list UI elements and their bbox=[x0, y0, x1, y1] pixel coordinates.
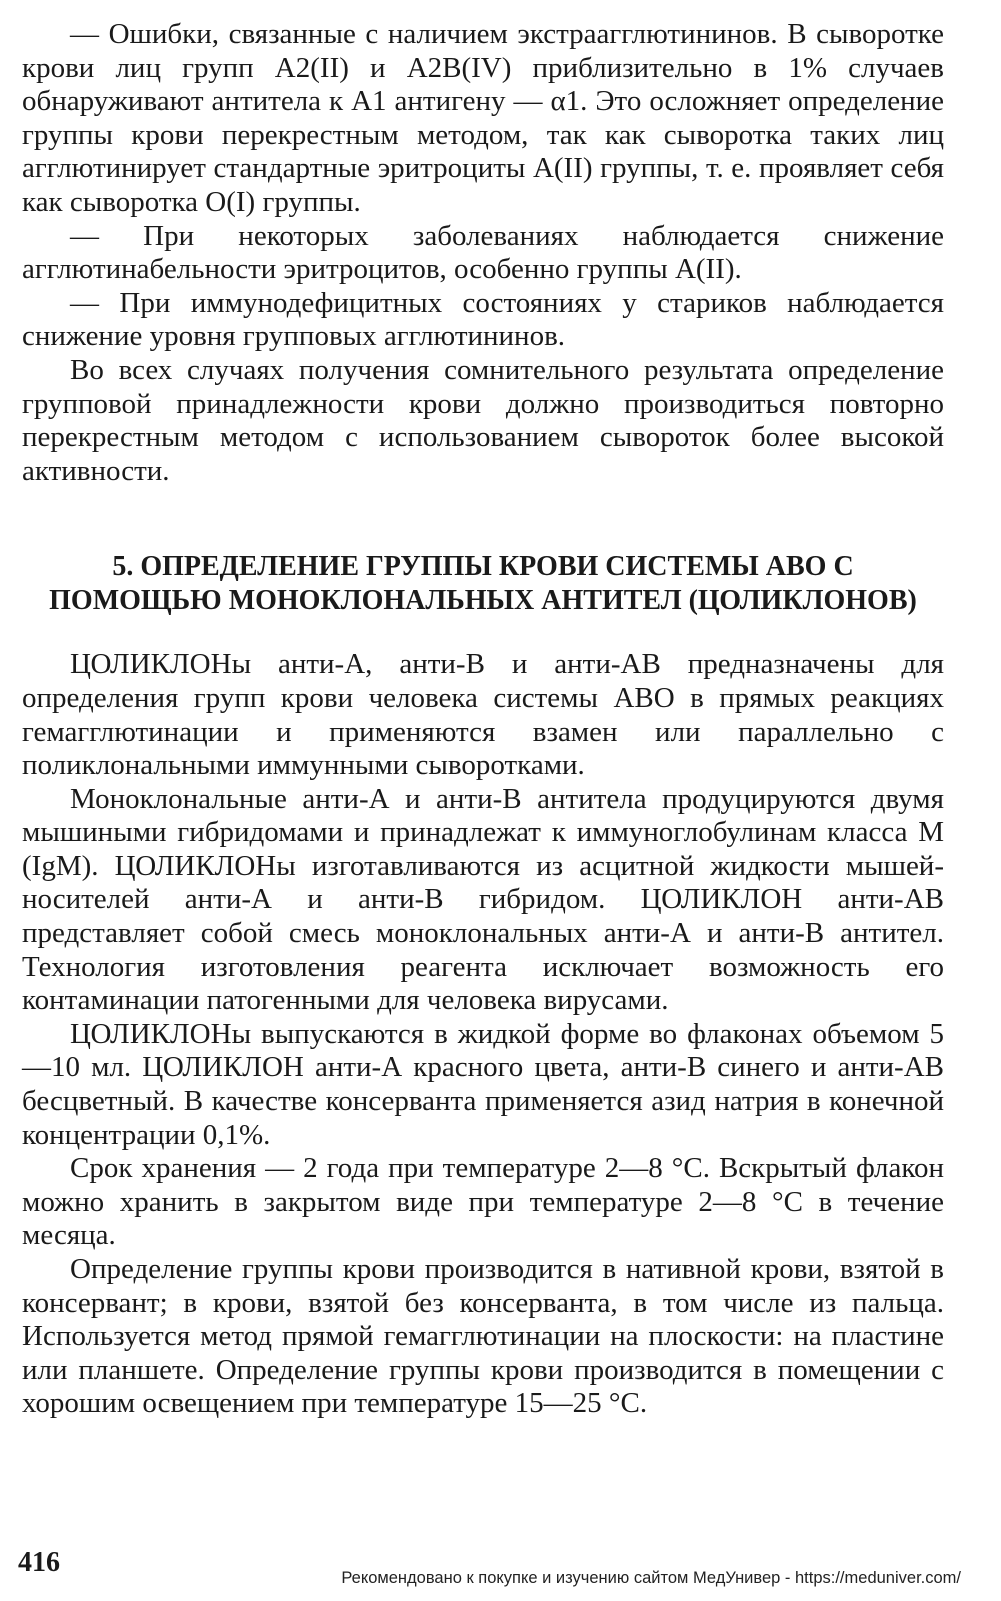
page-number: 416 bbox=[18, 1547, 60, 1578]
paragraph-coliclones-purpose: ЦОЛИКЛОНы анти-А, анти-В и анти-АВ предназначены для определения групп крови человека системы АВО в прямых реакциях гемагглютинации и применяются взамен или параллельно с поликлональными иммунными сыворотками. bbox=[22, 648, 944, 782]
document-page bbox=[22, 18, 944, 1421]
paragraph-immunodeficiency: — При иммунодефицитных состояниях у стариков наблюдается снижение уровня групповых агглютининов. bbox=[22, 286, 944, 353]
footer-recommendation: Рекомендовано к покупке и изучению сайтом МедУнивер - https://meduniver.com/ bbox=[341, 1569, 961, 1587]
paragraph-agglutinability: — При некоторых заболеваниях наблюдается снижение агглютинабельности эритроцитов, особенно группы A(II). bbox=[22, 219, 944, 286]
paragraph-doubtful-result: Во всех случаях получения сомнительного результата определение групповой принадлежности крови должно производиться повторно перекрестным методом с использованием сывороток более высокой активности. bbox=[22, 353, 944, 487]
section-heading: 5. ОПРЕДЕЛЕНИЕ ГРУППЫ КРОВИ СИСТЕМЫ АВО С ПОМОЩЬЮ МОНОКЛОНАЛЬНЫХ АНТИТЕЛ (ЦОЛИКЛОНОВ) bbox=[49, 551, 917, 617]
paragraph-storage: Срок хранения — 2 года при температуре 2—8 °С. Вскрытый флакон можно хранить в закрытом виде при температуре 2—8 °С в течение месяца. bbox=[22, 1152, 944, 1252]
paragraph-monoclonal-antibodies: Моноклональные анти-А и анти-В антитела продуцируются двумя мышиными гибридомами и принадлежат к иммуноглобулинам класса М (IgM). ЦОЛИКЛОНы изготавливаются из асцитной жидкости мышей-носителей анти-А и анти-В гибридом. ЦОЛИКЛОН анти-АВ представляет собой смесь моноклональных анти-А и анти-В антител. Технология изготовления реагента исключает возможность его контаминации патогенными для человека вирусами. bbox=[22, 782, 944, 1017]
paragraph-release-form: ЦОЛИКЛОНы выпускаются в жидкой форме во флаконах объемом 5—10 мл. ЦОЛИКЛОН анти-А красного цвета, анти-В синего и анти-АВ бесцветный. В качестве консерванта применяется азид натрия в конечной концентрации 0,1%. bbox=[22, 1017, 944, 1151]
paragraph-extra-agglutinins: — Ошибки, связанные с наличием экстраагглютининов. В сыворотке крови лиц групп A2(II) и A2B(IV) приблизительно в 1% случаев обнаруживают антитела к A1 антигену — α1. Это осложняет определение группы крови перекрестным методом, так как сыворотка таких лиц агглютинирует стандартные эритроциты A(II) группы, т. е. проявляет себя как сыворотка O(I) группы. bbox=[22, 18, 944, 218]
paragraph-determination-method: Определение группы крови производится в нативной крови, взятой в консервант; в крови, взятой без консерванта, в том числе из пальца. Используется метод прямой гемагглютинации на плоскости: на пластине или планшете. Определение группы крови производится в помещении с хорошим освещением при температуре 15—25 °С. bbox=[22, 1253, 944, 1420]
